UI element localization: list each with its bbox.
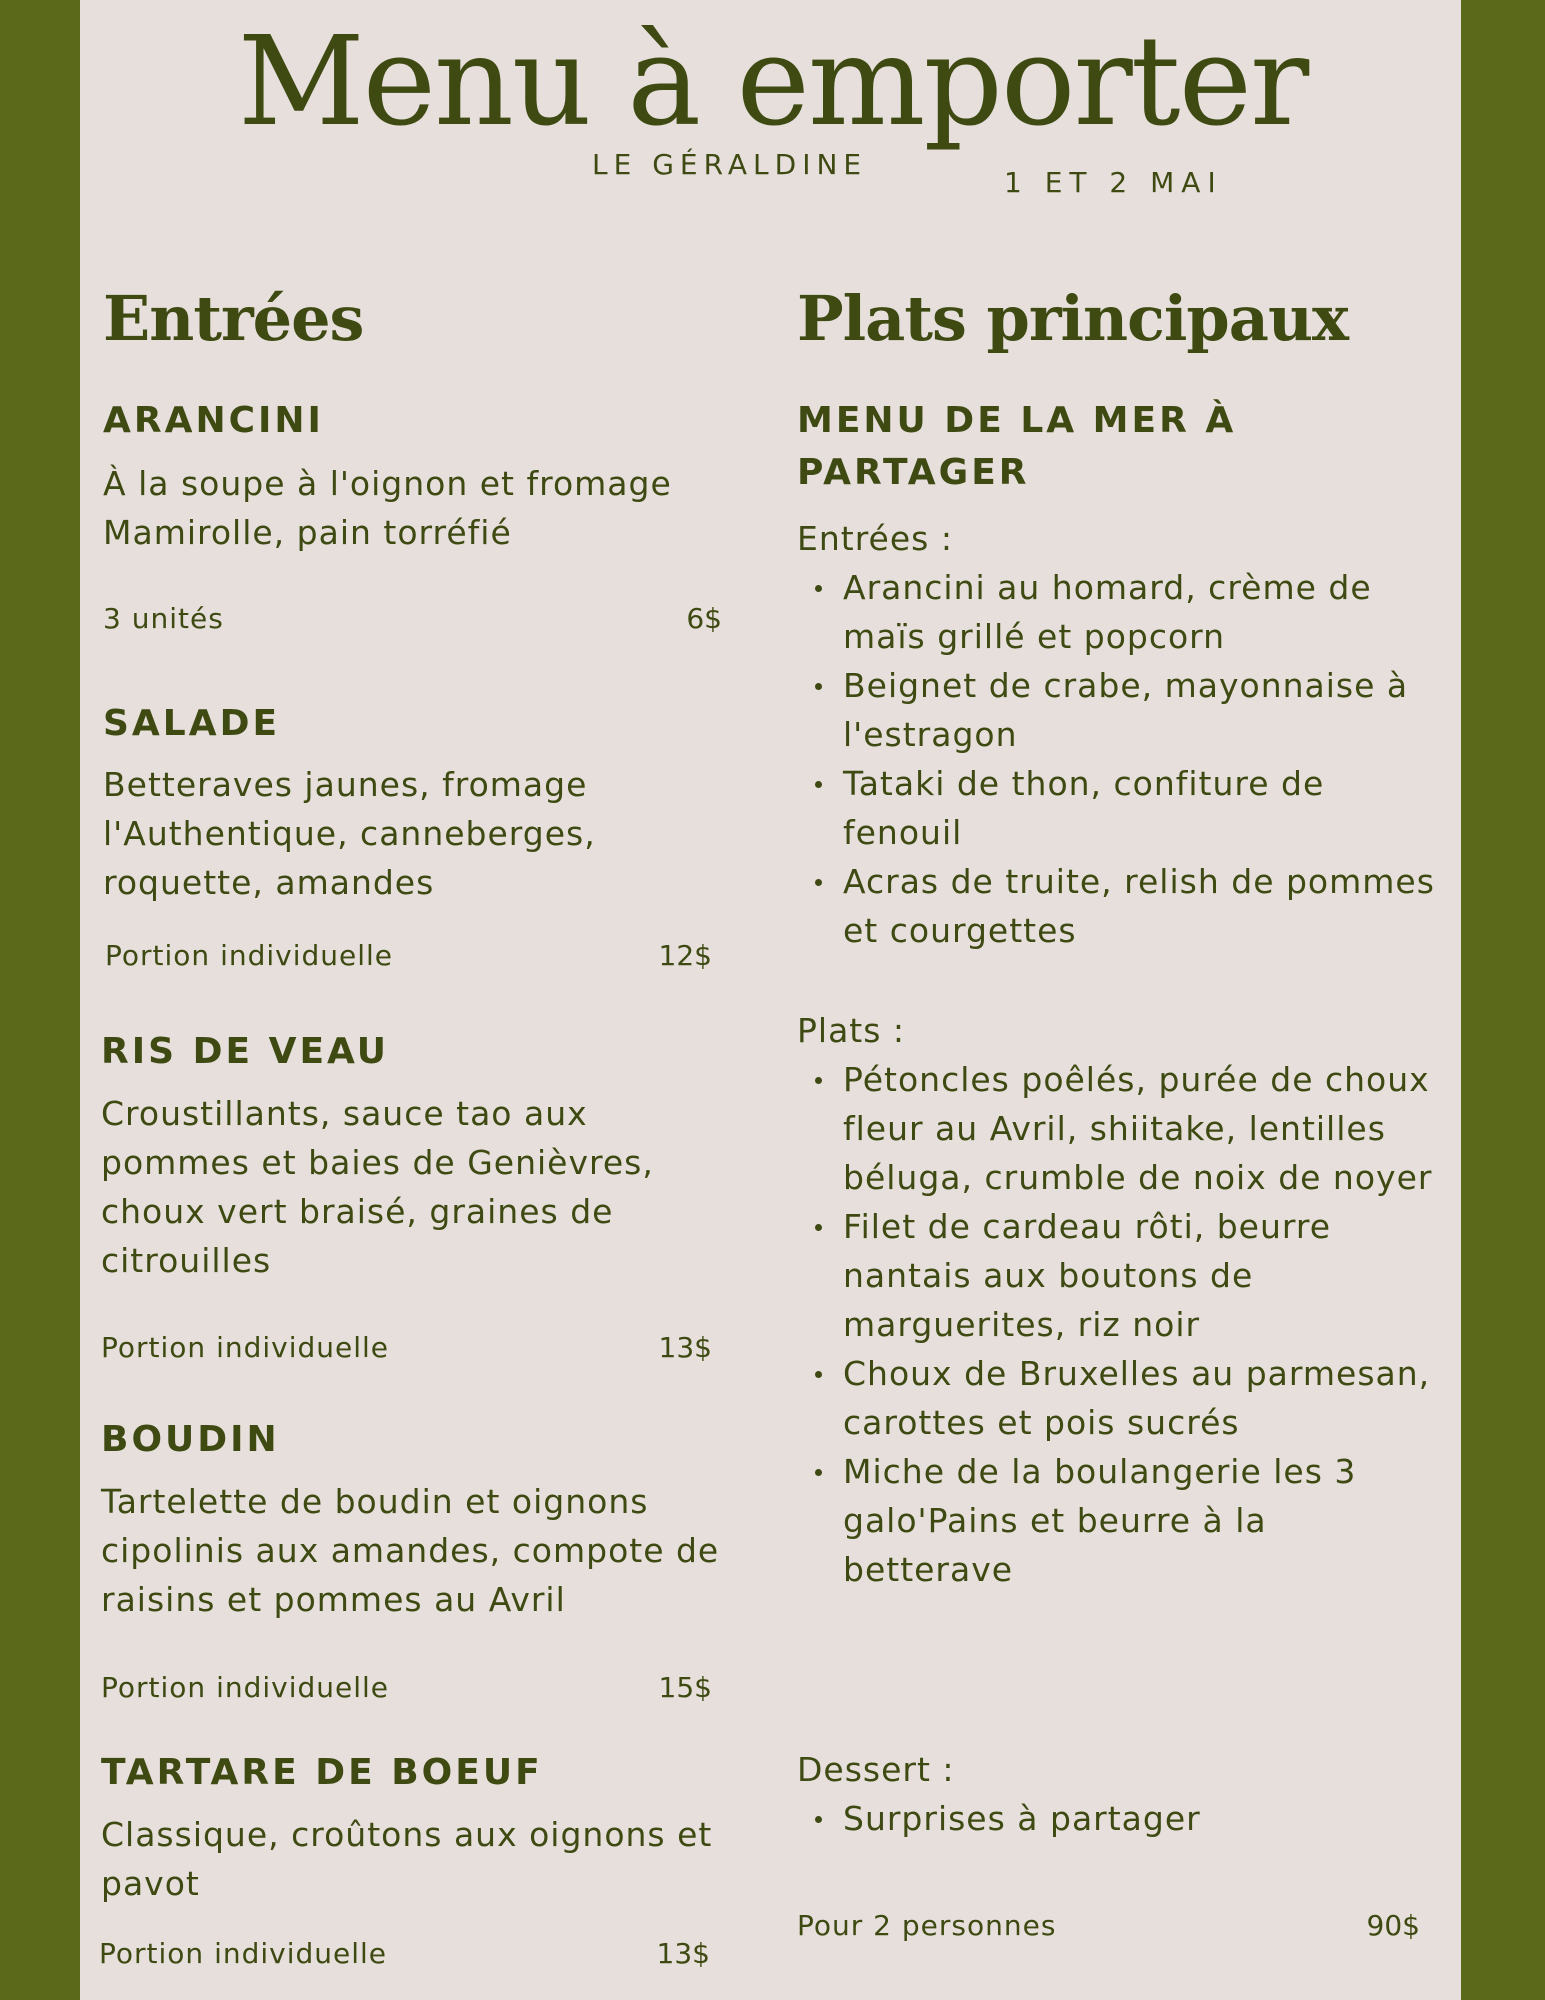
dish-name: ARANCINI bbox=[103, 400, 324, 441]
dessert-list bbox=[797, 1794, 1437, 1843]
sharing-price: 90$ bbox=[1366, 1909, 1420, 1942]
dish-name: RIS DE VEAU bbox=[101, 1031, 390, 1072]
menu-title: Menu à emporter bbox=[237, 10, 1308, 154]
menu-date: 1 ET 2 MAI bbox=[1004, 166, 1223, 199]
dessert-sublabel: Dessert : bbox=[797, 1750, 955, 1789]
dish-portion: 3 unités bbox=[103, 602, 224, 635]
dish-description: Classique, croûtons aux oignons et pavot bbox=[101, 1815, 713, 1903]
plats-sublabel: Plats : bbox=[797, 1011, 906, 1050]
entrees-section-title: Entrées bbox=[103, 282, 364, 355]
list-item: Filet de cardeau rôti, beurre nantais aux boutons de marguerites, riz noir bbox=[797, 1202, 1437, 1349]
dish-price: 13$ bbox=[656, 1937, 710, 1970]
dish-portion: Portion individuelle bbox=[105, 939, 394, 972]
sharing-menu-name: MENU DE LA MER À PARTAGER bbox=[797, 400, 1237, 493]
dish-portion: Portion individuelle bbox=[99, 1937, 388, 1970]
dish-price: 15$ bbox=[658, 1671, 712, 1704]
dish-description: Tartelette de boudin et oignons cipolinis aux amandes, compote de raisins et pommes au Avril bbox=[101, 1482, 720, 1619]
list-item: Miche de la boulangerie les 3 galo'Pains et beurre à la betterave bbox=[797, 1447, 1437, 1594]
dish-description: Croustillants, sauce tao aux pommes et baies de Genièvres, choux vert braisé, graines de citrouilles bbox=[101, 1094, 654, 1280]
plats-list bbox=[797, 1055, 1437, 1594]
sharing-portion: Pour 2 personnes bbox=[797, 1909, 1057, 1942]
entrees-sublabel: Entrées : bbox=[797, 519, 953, 558]
dish-price: 12$ bbox=[658, 939, 712, 972]
plats-section-title: Plats principaux bbox=[797, 282, 1348, 355]
dish-price: 13$ bbox=[658, 1331, 712, 1364]
dish-name: BOUDIN bbox=[101, 1419, 280, 1460]
dish-portion: Portion individuelle bbox=[101, 1671, 390, 1704]
dish-portion: Portion individuelle bbox=[101, 1331, 390, 1364]
list-item: Beignet de crabe, mayonnaise à l'estragon bbox=[797, 661, 1437, 759]
dish-name: SALADE bbox=[103, 703, 281, 744]
list-item: Tataki de thon, confiture de fenouil bbox=[797, 759, 1437, 857]
restaurant-name: LE GÉRALDINE bbox=[592, 148, 868, 181]
list-item: Pétoncles poêlés, purée de choux fleur au Avril, shiitake, lentilles béluga, crumble de noix de noyer bbox=[797, 1055, 1437, 1202]
dish-description: Betteraves jaunes, fromage l'Authentique, canneberges, roquette, amandes bbox=[103, 765, 596, 902]
list-item: Choux de Bruxelles au parmesan, carottes et pois sucrés bbox=[797, 1349, 1437, 1447]
dish-price: 6$ bbox=[686, 602, 722, 635]
list-item: Arancini au homard, crème de maïs grillé et popcorn bbox=[797, 563, 1437, 661]
dish-description: À la soupe à l'oignon et fromage Mamirolle, pain torréfié bbox=[103, 464, 672, 552]
dish-name: TARTARE DE BOEUF bbox=[101, 1752, 543, 1793]
list-item: Surprises à partager bbox=[797, 1794, 1437, 1843]
entrees-list bbox=[797, 563, 1437, 955]
list-item: Acras de truite, relish de pommes et courgettes bbox=[797, 857, 1437, 955]
